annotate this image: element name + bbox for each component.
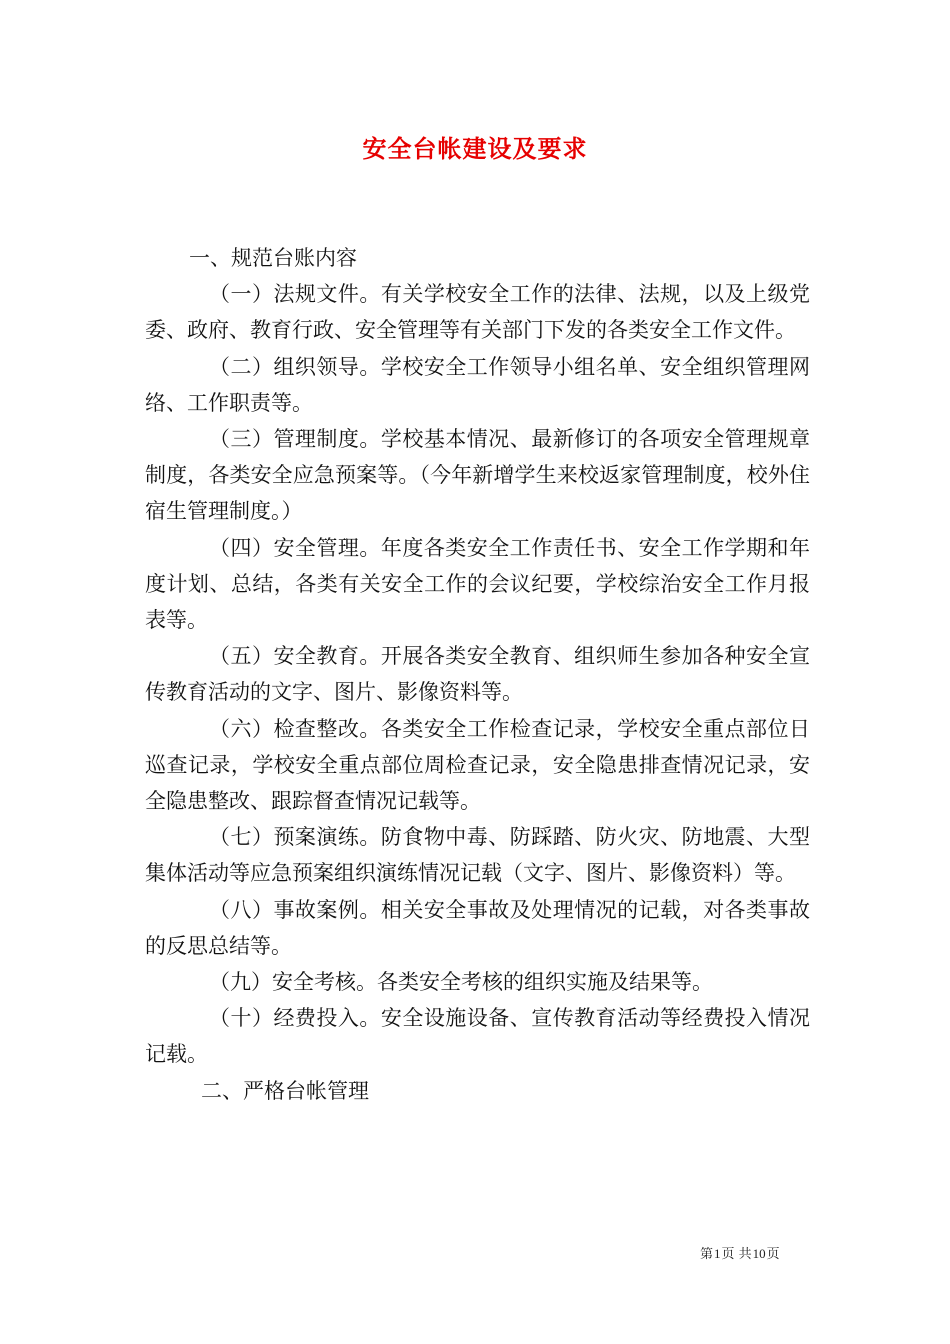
- footer-prefix: 第: [700, 1247, 714, 1262]
- current-page-number: 1: [714, 1246, 721, 1261]
- section-heading: 二、严格台帐管理: [201, 1078, 369, 1103]
- section-heading: 一、规范台账内容: [189, 246, 357, 270]
- document-body: [145, 240, 810, 1109]
- paragraph: （十）经费投入。安全设施设备、宣传教育活动等经费投入情况记载。: [145, 1006, 810, 1067]
- page-footer: [700, 1245, 780, 1264]
- paragraph: （七）预案演练。防食物中毒、防踩踏、防火灾、防地震、大型集体活动等应急预案组织演练情况记载（文字、图片、影像资料）等。: [145, 825, 810, 886]
- paragraph: （二）组织领导。学校安全工作领导小组名单、安全组织管理网络、工作职责等。: [145, 354, 810, 415]
- footer-suffix: 页: [766, 1247, 780, 1262]
- page-title: 安全台帐建设及要求: [362, 134, 588, 163]
- paragraph: （一）法规文件。有关学校安全工作的法律、法规，以及上级党委、政府、教育行政、安全管理等有关部门下发的各类安全工作文件。: [145, 282, 810, 343]
- paragraph: （六）检查整改。各类安全工作检查记录，学校安全重点部位日巡查记录，学校安全重点部位周检查记录，安全隐患排查情况记录，安全隐患整改、跟踪督查情况记载等。: [145, 716, 810, 814]
- total-pages-number: 10: [752, 1246, 766, 1261]
- paragraph: （五）安全教育。开展各类安全教育、组织师生参加各种安全宣传教育活动的文字、图片、影像资料等。: [145, 644, 810, 705]
- paragraph: （九）安全考核。各类安全考核的组织实施及结果等。: [209, 970, 713, 995]
- paragraph: （八）事故案例。相关安全事故及处理情况的记载，对各类事故的反思总结等。: [145, 897, 810, 958]
- paragraph: （三）管理制度。学校基本情况、最新修订的各项安全管理规章制度，各类安全应急预案等。（今年新增学生来校返家管理制度，校外住宿生管理制度。）: [145, 427, 810, 524]
- footer-middle: 页 共: [721, 1247, 752, 1262]
- paragraph: （四）安全管理。年度各类安全工作责任书、安全工作学期和年度计划、总结，各类有关安全工作的会议纪要，学校综治安全工作月报表等。: [145, 535, 810, 633]
